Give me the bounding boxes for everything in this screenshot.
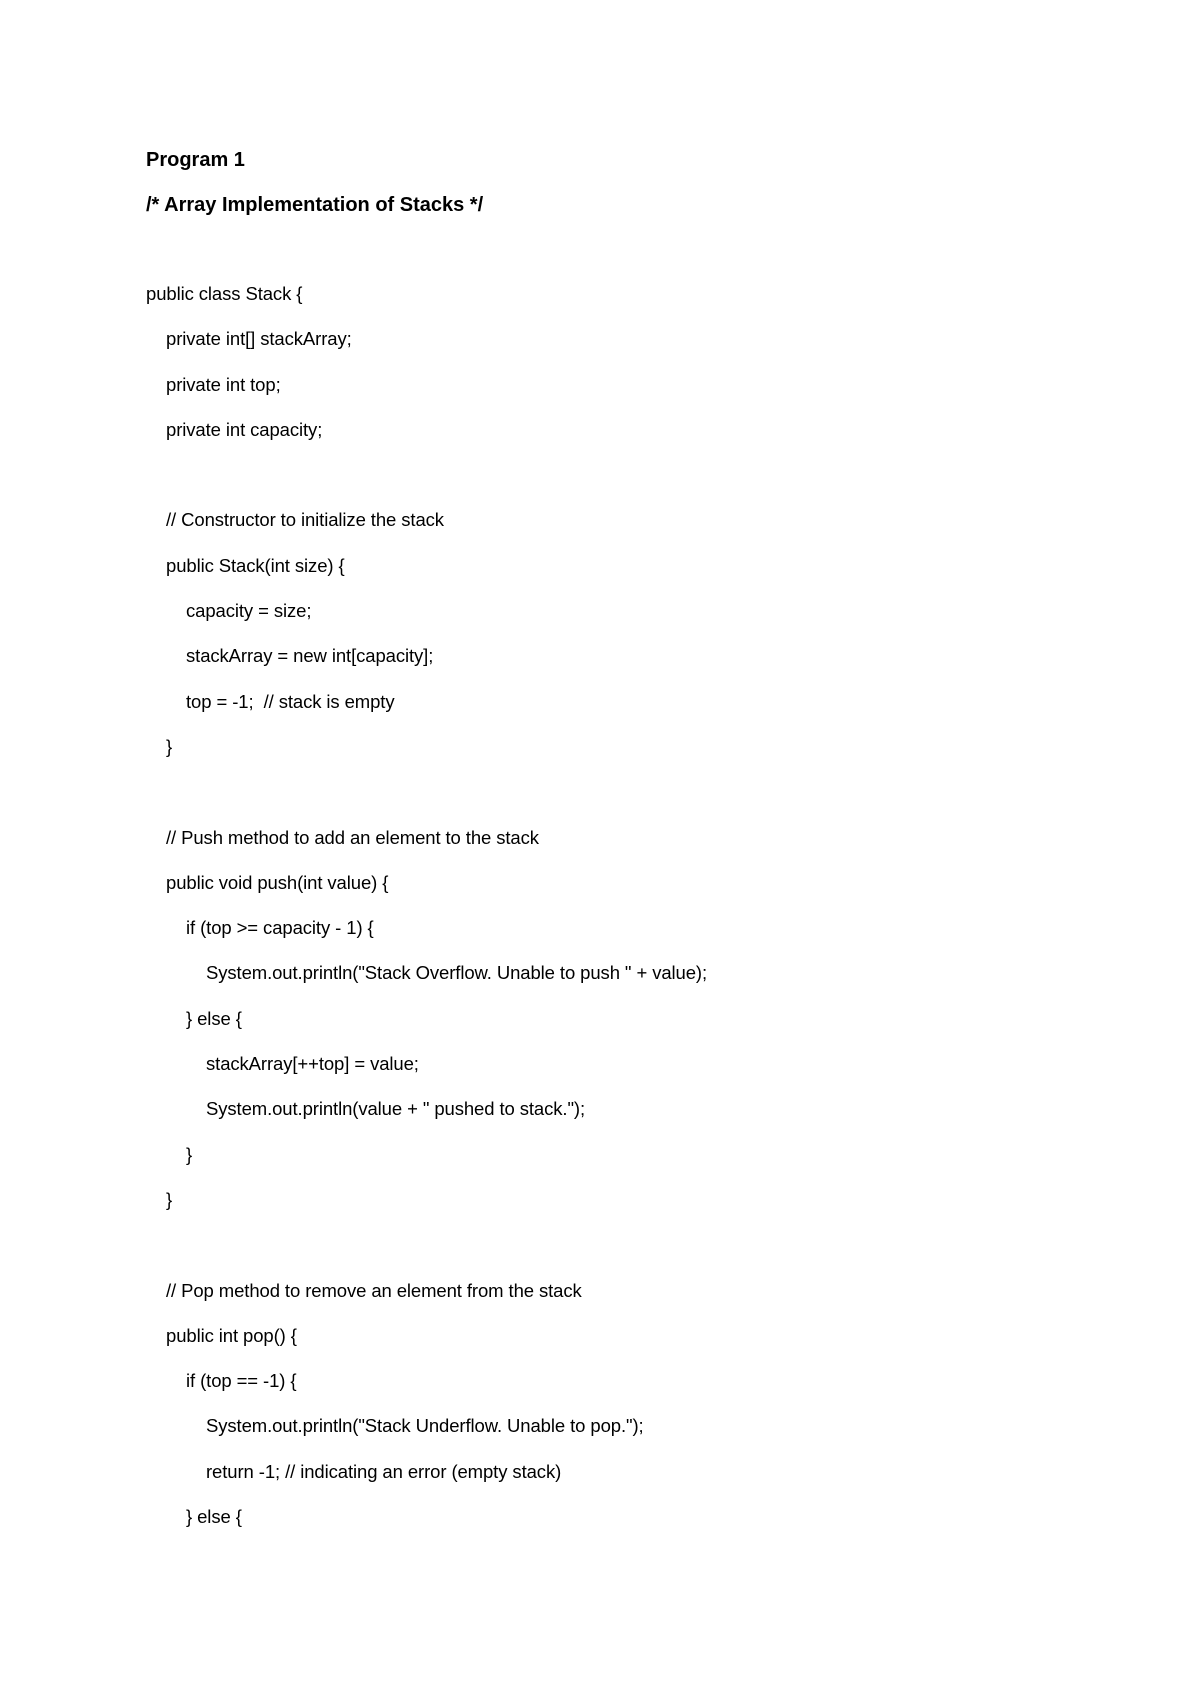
blank-line	[146, 466, 1146, 511]
code-line: public void push(int value) {	[166, 871, 389, 893]
code-line: System.out.println(value + " pushed to stack.");	[206, 1098, 586, 1120]
program-subtitle: /* Array Implementation of Stacks */	[146, 194, 484, 216]
code-line: public Stack(int size) {	[166, 554, 345, 576]
code-line: if (top >= capacity - 1) {	[186, 917, 374, 939]
code-comment: // Constructor to initialize the stack	[166, 509, 444, 531]
code-line: stackArray[++top] = value;	[206, 1053, 419, 1075]
code-line: System.out.println("Stack Overflow. Unable to push " + value);	[206, 962, 708, 984]
code-line: } else {	[186, 1007, 242, 1029]
code-block	[146, 285, 1146, 1553]
code-line: private int capacity;	[166, 418, 323, 440]
code-line: capacity = size;	[186, 600, 312, 622]
code-line: }	[186, 1143, 193, 1165]
code-line: public int pop() {	[166, 1324, 297, 1346]
code-line: }	[166, 735, 173, 757]
code-line: return -1; // indicating an error (empty stack)	[206, 1460, 562, 1482]
code-line: private int top;	[166, 373, 281, 395]
code-line: }	[166, 1188, 173, 1210]
code-line: stackArray = new int[capacity];	[186, 645, 434, 667]
code-line: } else {	[186, 1506, 242, 1528]
code-comment: // Push method to add an element to the stack	[166, 826, 539, 848]
code-line: if (top == -1) {	[186, 1370, 297, 1392]
code-line: private int[] stackArray;	[166, 328, 352, 350]
blank-line	[146, 783, 1146, 828]
code-line: System.out.println("Stack Underflow. Unable to pop.");	[206, 1415, 644, 1437]
blank-line	[146, 1236, 1146, 1281]
code-comment: // Pop method to remove an element from the stack	[166, 1279, 582, 1301]
code-line: public class Stack {	[146, 283, 303, 304]
code-line: top = -1; // stack is empty	[186, 690, 395, 712]
program-title: Program 1	[146, 149, 245, 171]
